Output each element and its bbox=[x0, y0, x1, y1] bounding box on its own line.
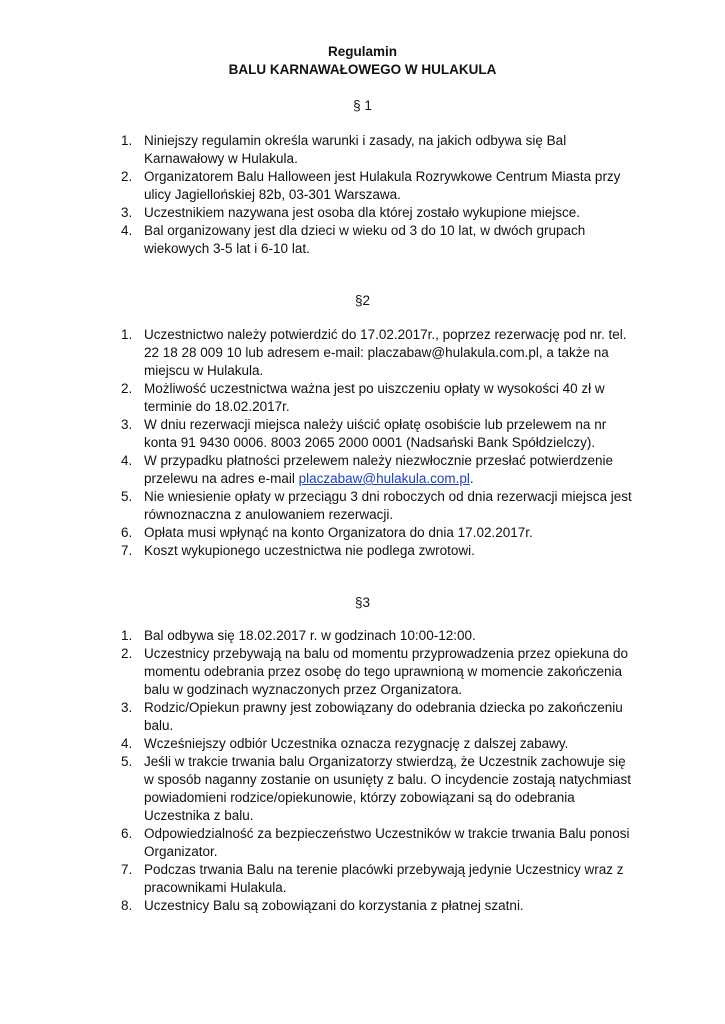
section-3-list bbox=[117, 627, 637, 915]
list-item bbox=[117, 416, 637, 452]
list-item-text: Podczas trwania Balu na terenie placówki przebywają jedynie Uczestnicy wraz z pracownikami Hulakula. bbox=[144, 862, 624, 895]
list-item-text: W dniu rezerwacji miejsca należy uiścić opłatę osobiście lub przelewem na nr konta 91 9430 0006. 8003 2065 2000 0001 (Nadsański Bank Spółdzielczy). bbox=[144, 417, 607, 450]
list-item bbox=[117, 168, 637, 204]
list-item bbox=[117, 627, 637, 645]
list-item-text: Koszt wykupionego uczestnictwa nie podlega zwrotowi. bbox=[144, 543, 475, 558]
list-item-text: Możliwość uczestnictwa ważna jest po uiszczeniu opłaty w wysokości 40 zł w terminie do 18.02.2017r. bbox=[144, 381, 605, 414]
section-heading-1: § 1 bbox=[353, 98, 372, 113]
section-1-list bbox=[117, 132, 637, 258]
document-subtitle: BALU KARNAWAŁOWEGO W HULAKULA bbox=[228, 62, 497, 77]
list-item-number: 7. bbox=[121, 543, 133, 558]
section-2-list bbox=[117, 326, 637, 560]
list-item bbox=[117, 645, 637, 699]
list-item-text: Bal odbywa się 18.02.2017 r. w godzinach 10:00-12:00. bbox=[144, 628, 476, 643]
list-item-text: Uczestnikiem nazywana jest osoba dla której zostało wykupione miejsce. bbox=[144, 205, 580, 220]
document-title: Regulamin bbox=[327, 44, 397, 59]
list-item bbox=[117, 825, 637, 861]
list-item bbox=[117, 452, 637, 488]
list-item-text: Jeśli w trakcie trwania balu Organizatorzy stwierdzą, że Uczestnik zachowuje się w sposób naganny zostanie on usunięty z balu. O incydencie zostają natychmiast powiadomieni rodzice/opiekunowie, którzy zobowiązani są do odebrania Uczestnika z balu. bbox=[144, 754, 632, 823]
list-item bbox=[117, 380, 637, 416]
list-item bbox=[117, 897, 637, 915]
list-item-text: Uczestnictwo należy potwierdzić do 17.02.2017r., poprzez rezerwację pod nr. tel. 22 18 28 009 10 lub adresem e-mail: placzabaw@hulakula.com.pl, a także na miejscu w Hulakula. bbox=[144, 327, 627, 378]
list-item-text: Niniejszy regulamin określa warunki i zasady, na jakich odbywa się Bal Karnawałowy w Hulakula. bbox=[144, 133, 567, 166]
list-item-number: 2. bbox=[121, 169, 133, 184]
list-item-text: W przypadku płatności przelewem należy niezwłocznie przesłać potwierdzenie przelewu na adres e-mail bbox=[144, 453, 613, 486]
list-item-text-end: . bbox=[469, 471, 474, 486]
list-item-number: 1. bbox=[121, 133, 133, 148]
list-item-number: 8. bbox=[121, 898, 133, 913]
list-item-text: Bal organizowany jest dla dzieci w wieku od 3 do 10 lat, w dwóch grupach wiekowych 3-5 lat i 6-10 lat. bbox=[144, 223, 586, 256]
list-item-number: 6. bbox=[121, 826, 133, 841]
list-item-number: 4. bbox=[121, 736, 133, 751]
list-item-number: 2. bbox=[121, 381, 133, 396]
list-item-number: 3. bbox=[121, 417, 133, 432]
list-item bbox=[117, 326, 637, 380]
list-item-number: 5. bbox=[121, 489, 133, 504]
list-item-text: Organizatorem Balu Halloween jest Hulakula Rozrywkowe Centrum Miasta przy ulicy Jagiellońskiej 82b, 03-301 Warszawa. bbox=[144, 169, 621, 202]
list-item bbox=[117, 132, 637, 168]
list-item-text: Uczestnicy przebywają na balu od momentu przyprowadzenia przez opiekuna do momentu odebrania przez osobę do tego uprawnioną w momencie zakończenia balu w godzinach wyznaczonych przez Organizatora. bbox=[144, 646, 629, 697]
section-heading-3: §3 bbox=[354, 595, 371, 610]
list-item bbox=[117, 488, 637, 524]
list-item-text: Rodzic/Opiekun prawny jest zobowiązany do odebrania dziecka po zakończeniu balu. bbox=[144, 700, 623, 733]
list-item-text: Odpowiedzialność za bezpieczeństwo Uczestników w trakcie trwania Balu ponosi Organizator. bbox=[144, 826, 630, 859]
list-item-number: 3. bbox=[121, 205, 133, 220]
list-item bbox=[117, 524, 637, 542]
list-item-number: 2. bbox=[121, 646, 133, 661]
section-heading-2: §2 bbox=[354, 293, 371, 308]
list-item-number: 6. bbox=[121, 525, 133, 540]
list-item-number: 7. bbox=[121, 862, 133, 877]
list-item-number: 4. bbox=[121, 223, 133, 238]
list-item-text: Nie wniesienie opłaty w przeciągu 3 dni roboczych od dnia rezerwacji miejsca jest równoznaczna z anulowaniem rezerwacji. bbox=[144, 489, 632, 522]
list-item bbox=[117, 542, 637, 560]
list-item bbox=[117, 861, 637, 897]
list-item-number: 1. bbox=[121, 327, 133, 342]
list-item-number: 1. bbox=[121, 628, 133, 643]
list-item-text: Uczestnicy Balu są zobowiązani do korzystania z płatnej szatni. bbox=[144, 898, 524, 913]
list-item bbox=[117, 699, 637, 735]
list-item-number: 5. bbox=[121, 754, 133, 769]
list-item-text: Wcześniejszy odbiór Uczestnika oznacza rezygnację z dalszej zabawy. bbox=[144, 736, 569, 751]
list-item bbox=[117, 735, 637, 753]
email-link[interactable]: placzabaw@hulakula.com.pl bbox=[298, 471, 470, 486]
list-item bbox=[117, 204, 637, 222]
list-item-number: 4. bbox=[121, 453, 133, 468]
list-item-text: Opłata musi wpłynąć na konto Organizatora do dnia 17.02.2017r. bbox=[144, 525, 533, 540]
list-item bbox=[117, 222, 637, 258]
list-item-number: 3. bbox=[121, 700, 133, 715]
list-item bbox=[117, 753, 637, 825]
